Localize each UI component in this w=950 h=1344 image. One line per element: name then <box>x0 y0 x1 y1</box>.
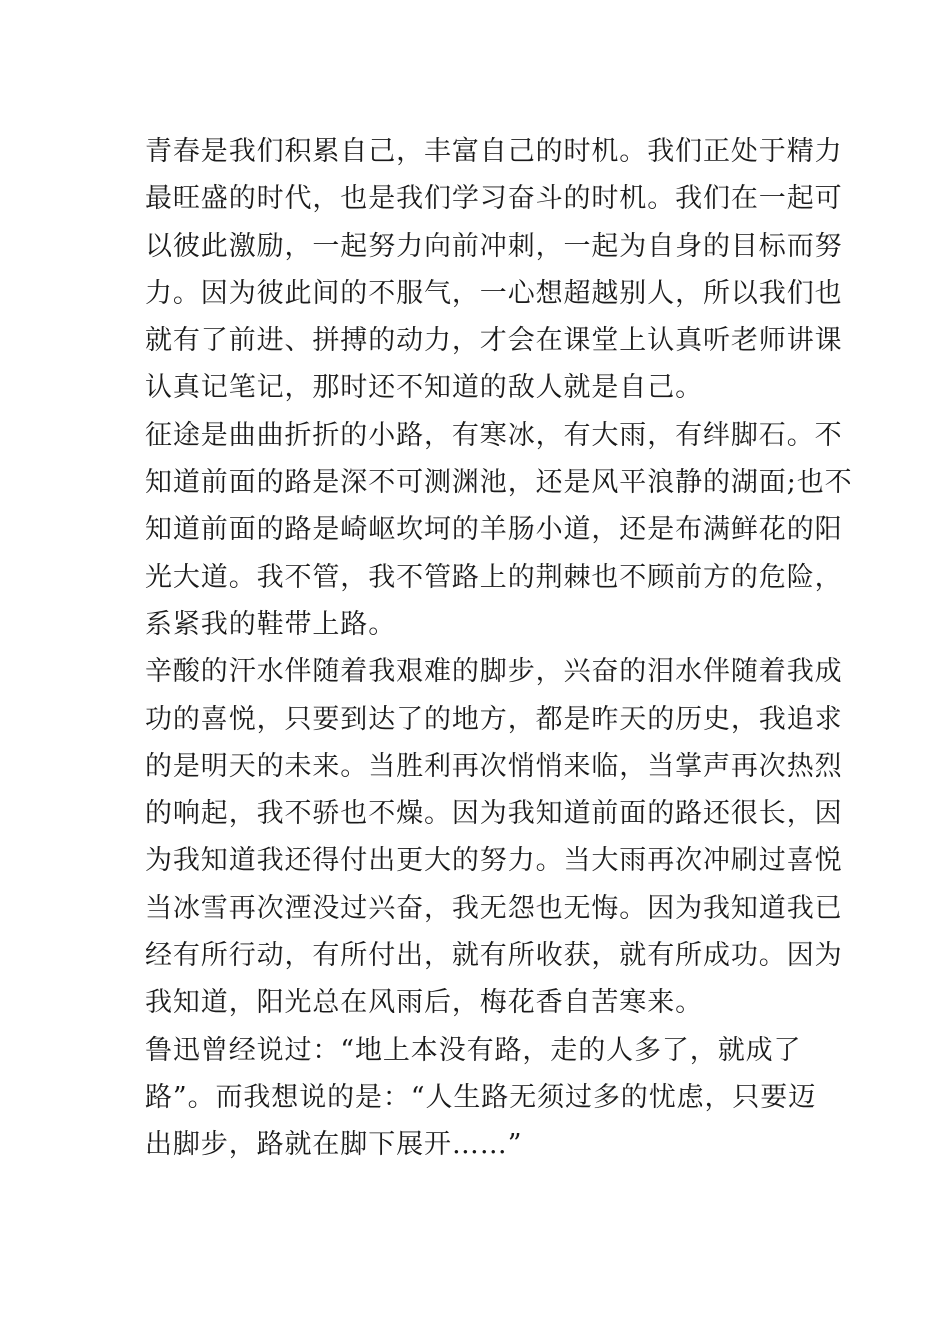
text-line: 功的喜悦，只要到达了的地方，都是昨天的历史，我追求 <box>145 703 843 735</box>
text-line: 知道前面的路是崎岖坎坷的羊肠小道，还是布满鲜花的阳 <box>145 514 843 546</box>
text-line: 知道前面的路是深不可测渊池，还是风平浪静的湖面;也不 <box>145 467 853 499</box>
text-line: 为我知道我还得付出更大的努力。当大雨再次冲刷过喜悦 <box>145 845 843 877</box>
paragraph-4 <box>145 1027 817 1169</box>
text-line: 辛酸的汗水伴随着我艰难的脚步，兴奋的泪水伴随着我成 <box>145 656 843 688</box>
text-line: 我知道，阳光总在风雨后，梅花香自苦寒来。 <box>145 987 703 1019</box>
paragraph-3 <box>145 648 843 1026</box>
text-line: 的是明天的未来。当胜利再次悄悄来临，当掌声再次热烈 <box>145 750 843 782</box>
text-line: 光大道。我不管，我不管路上的荆棘也不顾前方的危险， <box>145 561 843 593</box>
text-line: 经有所行动，有所付出，就有所收获，就有所成功。因为 <box>145 940 843 972</box>
text-line: 路”。而我想说的是：“人生路无须过多的忧虑，只要迈 <box>145 1081 817 1113</box>
text-line: 力。因为彼此间的不服气，一心想超越别人，所以我们也 <box>145 277 843 309</box>
text-line: 认真记笔记，那时还不知道的敌人就是自己。 <box>145 372 703 404</box>
paragraph-2 <box>145 412 853 648</box>
text-line: 最旺盛的时代，也是我们学习奋斗的时机。我们在一起可 <box>145 183 843 215</box>
text-line: 鲁迅曾经说过：“地上本没有路，走的人多了，就成了 <box>145 1034 802 1066</box>
text-line: 系紧我的鞋带上路。 <box>145 608 397 640</box>
text-line: 就有了前进、拼搏的动力，才会在课堂上认真听老师讲课 <box>145 325 843 357</box>
text-line: 青春是我们积累自己，丰富自己的时机。我们正处于精力 <box>145 136 843 167</box>
text-line: 的响起，我不骄也不燥。因为我知道前面的路还很长，因 <box>145 798 843 830</box>
text-line: 以彼此激励，一起努力向前冲刺，一起为自身的目标而努 <box>145 230 843 262</box>
document-body <box>145 128 853 1169</box>
text-line: 征途是曲曲折折的小路，有寒冰，有大雨，有绊脚石。不 <box>145 419 843 451</box>
paragraph-1 <box>145 128 843 412</box>
text-line: 当冰雪再次湮没过兴奋，我无怨也无悔。因为我知道我已 <box>145 892 843 924</box>
text-line: 出脚步，路就在脚下展开……” <box>145 1129 523 1161</box>
